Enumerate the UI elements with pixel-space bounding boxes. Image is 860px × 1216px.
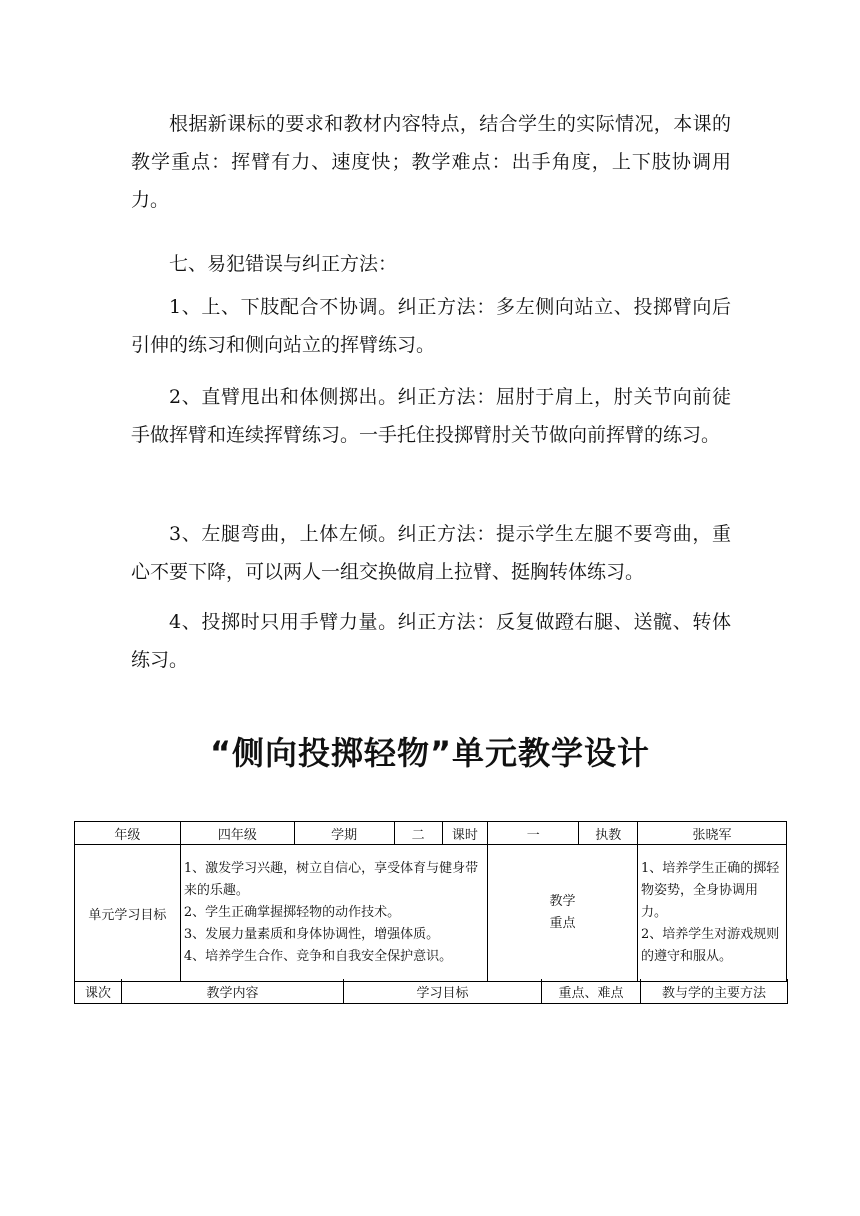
goal-item: 4、培养学生合作、竞争和自我安全保护意识。 [183, 949, 453, 964]
goal-item: 2、学生正确掌握掷轻物的动作技术。 [183, 905, 401, 920]
unit-goals-cell [180, 845, 487, 982]
body-paragraph: 2、直臂甩出和体侧掷出。纠正方法：屈肘于肩上，肘关节向前徒手做挥臂和连续挥臂练习。一手托住投掷臂肘关节做向前挥臂的练习。 [131, 386, 731, 446]
table-header-row [75, 979, 788, 1004]
grade-label: 年级 [75, 822, 181, 845]
lesson-hours-label: 课时 [442, 822, 487, 845]
table-row [75, 822, 787, 845]
body-paragraph: 1、上、下肢配合不协调。纠正方法：多左侧向站立、投掷臂向后引伸的练习和侧向站立的挥臂练习。 [131, 296, 731, 356]
table-row [75, 845, 787, 982]
column-header: 学习目标 [344, 979, 542, 1004]
column-header: 课次 [75, 979, 122, 1004]
focus-item: 2、培养学生对游戏规则的遵守和服从。 [640, 927, 780, 964]
column-header: 教学内容 [122, 979, 344, 1004]
goal-item: 1、激发学习兴趣，树立自信心，享受体育与健身带来的乐趣。 [183, 861, 479, 898]
goal-item: 3、发展力量素质和身体协调性，增强体质。 [183, 927, 440, 942]
lesson-plan-table [74, 979, 788, 1004]
goal-label: 单元学习目标 [75, 845, 181, 982]
unit-info-table [74, 821, 787, 982]
lesson-hours-value: 一 [487, 822, 578, 845]
focus-label-cell [487, 845, 637, 982]
focus-label-line: 重点 [549, 916, 576, 931]
semester-label: 学期 [294, 822, 394, 845]
body-paragraph: 3、左腿弯曲，上体左倾。纠正方法：提示学生左腿不要弯曲，重心不要下降，可以两人一组交换做肩上拉臂、挺胸转体练习。 [131, 523, 731, 583]
column-header: 重点、难点 [542, 979, 641, 1004]
focus-item: 1、培养学生正确的掷轻物姿势，全身协调用力。 [640, 861, 780, 920]
teacher-label: 执教 [579, 822, 638, 845]
body-paragraph: 4、投掷时只用手臂力量。纠正方法：反复做蹬右腿、送髋、转体练习。 [131, 611, 731, 671]
teacher-value: 张晓军 [637, 822, 786, 845]
section-heading: 七、易犯错误与纠正方法： [169, 253, 398, 275]
semester-value: 二 [394, 822, 442, 845]
column-header: 教与学的主要方法 [641, 979, 788, 1004]
grade-value: 四年级 [180, 822, 294, 845]
focus-label-line: 教学 [549, 894, 576, 909]
body-paragraph: 根据新课标的要求和教材内容特点，结合学生的实际情况，本课的教学重点：挥臂有力、速度快；教学难点：出手角度，上下肢协调用力。 [131, 113, 731, 211]
focus-cell [637, 845, 786, 982]
document-title: “侧向投掷轻物”单元教学设计 [209, 734, 651, 772]
